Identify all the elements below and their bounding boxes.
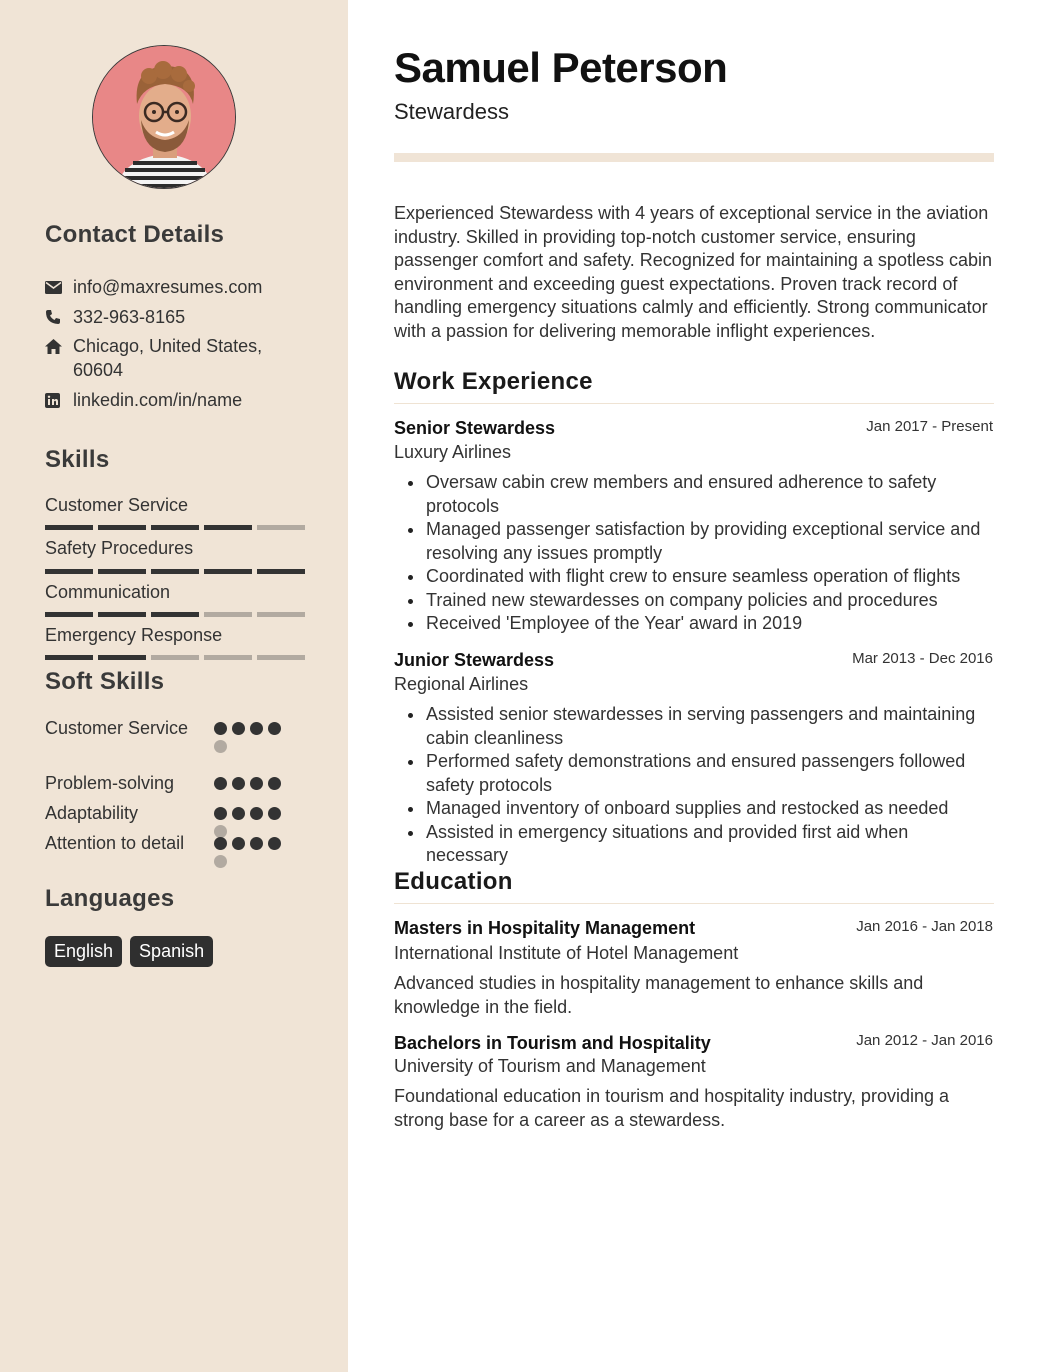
header-divider [394, 153, 994, 162]
list-item: Managed passenger satisfaction by providing exceptional service and resolving any issues promptly [394, 518, 994, 565]
contact-heading: Contact Details [45, 221, 225, 248]
school-name: University of Tourism and Management [394, 1056, 706, 1076]
skill-bar-segment [151, 612, 199, 617]
skill-bar-segment [98, 569, 146, 574]
skill-label: Safety Procedures [45, 538, 194, 558]
skill-bar-segment [98, 612, 146, 617]
job-bullets [394, 703, 994, 868]
list-item: Performed safety demonstrations and ensured passengers followed safety protocols [394, 750, 994, 797]
skill-dot [250, 807, 263, 820]
skill-bar-segment [257, 612, 305, 617]
skill-dot [250, 777, 263, 790]
skill-dot [214, 777, 227, 790]
job-bullets [394, 471, 994, 636]
skill-bar-segment [257, 569, 305, 574]
skill-dot [214, 740, 227, 753]
skill-dot [250, 837, 263, 850]
contact-email-text: info@maxresumes.com [73, 277, 263, 297]
education-divider [394, 903, 994, 904]
soft-skill-dots [214, 807, 290, 838]
contact-address [45, 334, 283, 382]
job-title: Junior Stewardess [394, 650, 555, 670]
envelope-icon [45, 275, 73, 299]
contact-address-text: Chicago, United States, 60604 [73, 336, 263, 380]
skill-dot [214, 722, 227, 735]
skill-bar-segment [151, 655, 199, 660]
skill-label: Communication [45, 582, 171, 602]
list-item: Received 'Employee of the Year' award in 2019 [394, 612, 994, 636]
job-company: Luxury Airlines [394, 442, 512, 462]
skill-bar-segment [45, 525, 93, 530]
skill-bar-segment [45, 569, 93, 574]
contact-linkedin-text: linkedin.com/in/name [73, 390, 243, 410]
work-heading: Work Experience [394, 368, 593, 395]
linkedin-icon [45, 388, 73, 412]
skill-meter [45, 612, 305, 617]
skill-bar-segment [45, 655, 93, 660]
sidebar [0, 0, 348, 1372]
list-item: Oversaw cabin crew members and ensured adherence to safety protocols [394, 471, 994, 518]
skill-dot [214, 855, 227, 868]
degree-title: Bachelors in Tourism and Hospitality [394, 1033, 711, 1053]
skill-bar-segment [204, 569, 252, 574]
list-item: Managed inventory of onboard supplies and restocked as needed [394, 797, 994, 821]
school-name: International Institute of Hotel Management [394, 943, 739, 963]
education-heading: Education [394, 868, 513, 895]
language-tag-spanish: Spanish [130, 936, 213, 967]
soft-skill-label: Attention to detail [45, 833, 185, 853]
skill-bar-segment [204, 655, 252, 660]
list-item: Coordinated with flight crew to ensure seamless operation of flights [394, 565, 994, 589]
profile-summary: Experienced Stewardess with 4 years of exceptional service in the aviation industry. Skilled in providing top-notch customer service, ensuring passenger comfort and safety. Recognized for maintaining a spotless cabin environment and exceeding guest expectations. Proven track record of handling emergency situations calmly and efficiently. Strong communicator with a passion for delivering memorable inflight experiences. [394, 203, 992, 341]
job-date: Mar 2013 - Dec 2016 [852, 650, 993, 667]
soft-skill-label: Customer Service [45, 718, 189, 738]
skill-meter [45, 525, 305, 530]
soft-skill-label: Adaptability [45, 803, 139, 823]
language-tags [45, 936, 213, 967]
skill-dot [232, 837, 245, 850]
list-item: Assisted in emergency situations and provided first aid when necessary [394, 821, 994, 868]
languages-heading: Languages [45, 885, 175, 912]
skill-dot [232, 722, 245, 735]
soft-skill-label: Problem-solving [45, 773, 175, 793]
contact-phone-text: 332-963-8165 [73, 307, 186, 327]
skill-dot [268, 722, 281, 735]
skill-dot [214, 837, 227, 850]
candidate-name: Samuel Peterson [394, 44, 728, 91]
soft-skill-dots [214, 837, 290, 868]
degree-date: Jan 2012 - Jan 2016 [856, 1032, 993, 1049]
home-icon [45, 334, 73, 358]
skill-dot [268, 807, 281, 820]
skill-bar-segment [257, 525, 305, 530]
skill-dot [268, 777, 281, 790]
skill-bar-segment [98, 525, 146, 530]
language-tag-english: English [45, 936, 122, 967]
job-company: Regional Airlines [394, 674, 529, 694]
work-divider [394, 403, 994, 404]
skill-bar-segment [151, 569, 199, 574]
profile-photo [93, 46, 236, 189]
skill-bar-segment [45, 612, 93, 617]
job-title: Senior Stewardess [394, 418, 556, 438]
skill-dot [214, 807, 227, 820]
avatar [92, 45, 236, 189]
skill-dot [232, 807, 245, 820]
skill-label: Emergency Response [45, 625, 223, 645]
contact-email[interactable] [45, 275, 283, 299]
degree-description: Foundational education in tourism and hospitality industry, providing a strong base for a career as a stewardess. [394, 1086, 949, 1130]
skill-bar-segment [98, 655, 146, 660]
degree-description: Advanced studies in hospitality management to enhance skills and knowledge in the field. [394, 973, 924, 1017]
soft-skill-dots [214, 777, 290, 790]
main-content [348, 0, 1040, 1372]
phone-icon [45, 305, 73, 329]
soft-skill-dots [214, 722, 290, 753]
skills-heading: Skills [45, 446, 110, 473]
contact-linkedin[interactable] [45, 388, 283, 412]
job-date: Jan 2017 - Present [866, 418, 993, 435]
skill-label: Customer Service [45, 495, 189, 515]
skill-bar-segment [151, 525, 199, 530]
skill-bar-segment [204, 525, 252, 530]
skill-meter [45, 569, 305, 574]
skill-dot [232, 777, 245, 790]
list-item: Trained new stewardesses on company policies and procedures [394, 589, 994, 613]
skill-bar-segment [204, 612, 252, 617]
contact-phone[interactable] [45, 305, 283, 329]
skill-dot [250, 722, 263, 735]
list-item: Assisted senior stewardesses in serving passengers and maintaining cabin cleanliness [394, 703, 994, 750]
soft-skills-heading: Soft Skills [45, 668, 165, 695]
degree-title: Masters in Hospitality Management [394, 918, 696, 938]
degree-date: Jan 2016 - Jan 2018 [856, 918, 993, 935]
skill-dot [268, 837, 281, 850]
skill-bar-segment [257, 655, 305, 660]
skill-meter [45, 655, 305, 660]
candidate-title: Stewardess [394, 99, 509, 124]
